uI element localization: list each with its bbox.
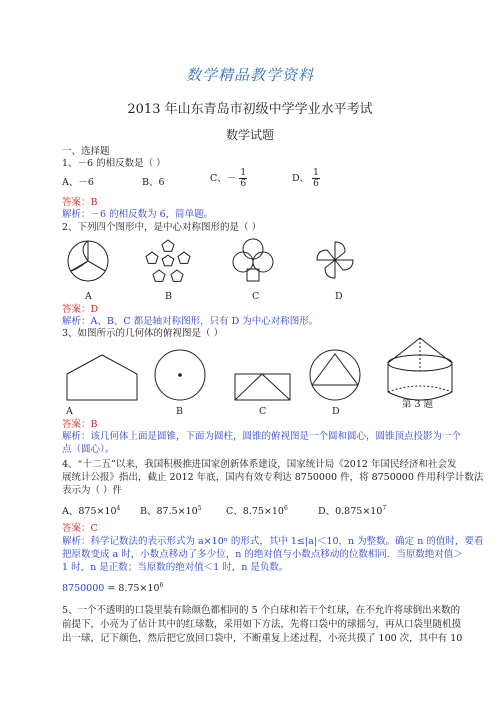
q3-label-a: A: [66, 406, 73, 417]
q3-stem: 3、如图所示的几何体的俯视图是（ ）: [62, 328, 224, 339]
q4-option-d: [318, 502, 386, 519]
q3-figure-b: [155, 350, 205, 400]
q4-option-b-text: B、87.5×10: [140, 506, 198, 518]
q4-analysis-line2: 把原数变成 a 时，小数点移动了多少位，n 的绝对值与小数点移动的位数相同．当原数绝对值＞: [62, 549, 463, 560]
q4-option-d-text: D、0.875×10: [318, 506, 383, 518]
q4-option-c-exponent: 6: [283, 505, 288, 512]
q3-label-c: C: [259, 406, 267, 417]
q1-analysis: 解析：－6 的相反数为 6，简单题。: [62, 209, 214, 220]
q3-figure-caption: 第 3 题: [402, 399, 434, 410]
q4-analysis-line3: 1 时，n 是正数；当原数的绝对值＜1 时，n 是负数。: [62, 562, 289, 573]
q3-analysis-line1: 解析：该几何体上面是圆锥，下面为圆柱，圆锥的俯视图是一个圆和圆心，圆锥顶点投影为一个: [62, 431, 462, 442]
q1-option-c-denominator: 6: [240, 179, 247, 189]
q2-figure-a: [68, 241, 108, 281]
q4-answer: 答案：C: [62, 523, 98, 534]
q3-label-d: D: [332, 406, 340, 417]
q4-option-c-text: C、8.75×10: [226, 506, 284, 518]
q2-figure-c: [233, 239, 273, 281]
q2-analysis: 解析：A、B、C 都是轴对称图形，只有 D 为中心对称图形。: [62, 316, 319, 327]
q2-label-a: A: [85, 291, 92, 302]
q3-answer: 答案：B: [62, 419, 98, 430]
q4-result-exponent: 6: [159, 582, 164, 589]
q4-stem-line2: 展统计公报》指出，截止 2012 年底，国内有效专利达 8750000 件，将 8750000 件用科学计数法: [62, 472, 484, 483]
q5-line3: 出一球，记下颜色，然后把它放回口袋中，不断重复上述过程，小亮共摸了 100 次，其中有 10: [62, 633, 463, 644]
q4-option-b: [140, 502, 202, 519]
q4-result: [62, 579, 163, 596]
q1-option-d: [292, 168, 320, 189]
q1-option-c-numerator: 1: [240, 168, 247, 178]
q1-option-d-fraction: [312, 168, 320, 189]
q1-option-d-prefix: D、: [292, 173, 310, 184]
q4-analysis-line1: 解析：科学记数法的表示形式为 a×10ⁿ 的形式，其中 1≤|a|＜10，n 为整数。确定 n 的值时，要看: [62, 536, 484, 547]
q5-line1: 5、一个不透明的口袋里装有除颜色都相同的 5 个白球和若干个红球，在不允许将球倒出来数的: [62, 605, 461, 616]
q1-option-c: [210, 168, 247, 189]
q2-figure-b: [146, 240, 190, 281]
q1-option-c-fraction: [239, 168, 247, 189]
q4-option-b-exponent: 5: [197, 505, 202, 512]
q2-label-d: D: [335, 291, 343, 302]
q1-option-a: A、－6: [62, 177, 94, 188]
subject-title: 数学试题: [225, 128, 274, 142]
q4-option-a: [62, 502, 120, 519]
q4-result-right: = 8.75×10: [107, 583, 160, 595]
q4-option-a-exponent: 4: [116, 505, 121, 512]
q4-option-a-text: A、875×10: [62, 506, 117, 518]
q3-solid-figure: [388, 338, 452, 400]
q3-label-b: B: [176, 406, 183, 417]
q5-line2: 前提下，小亮为了估计其中的红球数，采用如下方法，先将口袋中的球摇匀，再从口袋里随机摸: [62, 619, 462, 630]
q3-figure-c: [235, 374, 290, 400]
q4-stem-line1: 4、“十二五”以来，我国积极推进国家创新体系建设，国家统计局《2012 年国民经济和社会发: [62, 459, 457, 470]
q1-option-d-denominator: 6: [313, 179, 319, 189]
q1-answer: 答案：B: [62, 197, 98, 208]
q3-analysis-line2: 点（圆心）。: [62, 444, 115, 455]
exam-title: 2013 年山东青岛市初级中学学业水平考试: [127, 102, 373, 117]
q1-option-d-numerator: 1: [313, 168, 319, 178]
q3-figure-a: [67, 355, 137, 400]
q2-figure-d: [317, 242, 353, 278]
q3-figure-d: [310, 350, 360, 400]
q2-figures: [0, 236, 500, 296]
q1-stem: 1、－6 的相反数是（ ）: [62, 158, 166, 169]
q4-result-left: 8750000: [62, 583, 105, 595]
section-heading: 一、选择题: [62, 146, 110, 157]
banner-title: 数学精品教学资料: [185, 66, 314, 84]
q2-answer: 答案：D: [62, 304, 99, 315]
q2-label-c: C: [252, 291, 260, 302]
q1-option-c-prefix: C、－: [210, 173, 237, 184]
q2-stem: 2、下列四个图形中，是中心对称图形的是（ ）: [62, 222, 262, 233]
q4-option-d-exponent: 7: [382, 505, 387, 512]
q4-stem-line3: 表示为（ ）件: [62, 485, 123, 496]
q4-option-c: [226, 502, 288, 519]
q2-label-b: B: [165, 291, 172, 302]
q1-option-b: B、6: [142, 177, 165, 188]
